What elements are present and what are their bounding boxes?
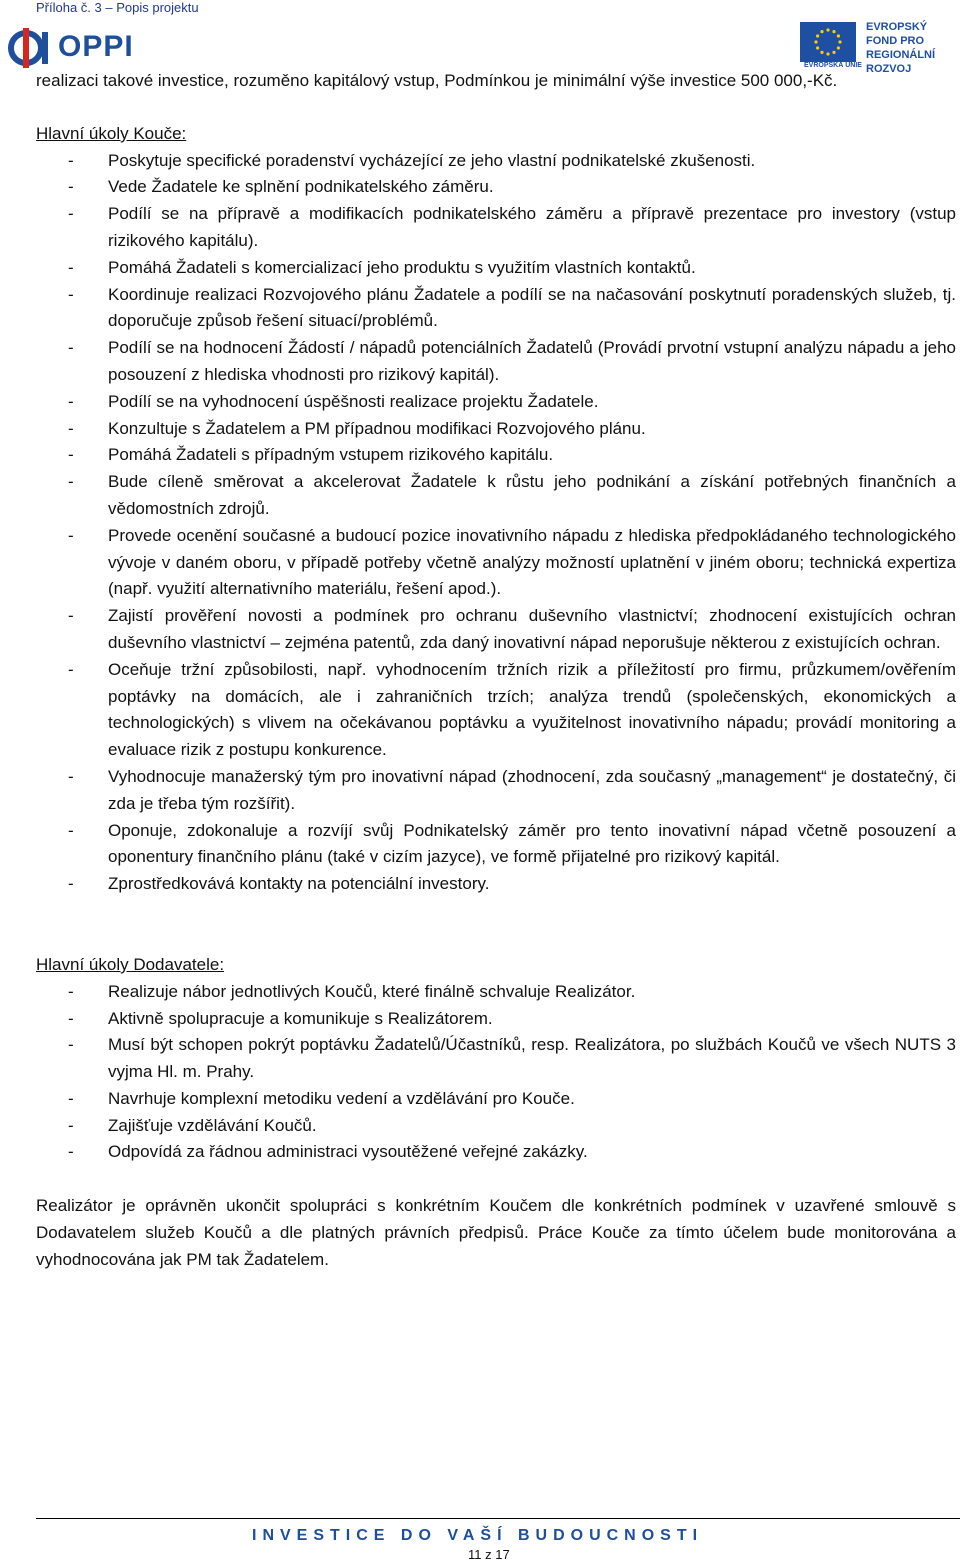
supplier-heading: Hlavní úkoly Dodavatele: (36, 954, 225, 974)
list-item: - Podílí se na vyhodnocení úspěšnosti realizace projektu Žadatele. (36, 389, 956, 416)
list-item: - Podílí se na přípravě a modifikacích podnikatelského záměru a přípravě prezentace pro investory (vstup rizikového kapitálu). (36, 201, 956, 255)
list-item: - Zajišťuje vzdělávání Koučů. (36, 1113, 956, 1140)
list-item: - Zajistí prověření novosti a podmínek pro ochranu duševního vlastnictví; zhodnocení existujících ochran duševního vlastnictví – zejména patentů, zda daný inovativní nápad neporušuje některou z existujících ochran. (36, 603, 956, 657)
eu-star (837, 34, 840, 37)
list-item: - Musí být schopen pokrýt poptávku Žadatelů/Účastníků, resp. Realizátora, po službách Koučů ve všech NUTS 3 vyjma Hl. m. Prahy. (36, 1032, 956, 1086)
list-item: - Provede ocenění současné a budoucí pozice inovativního nápadu z hlediska předpokládaného technologického vývoje v daném oboru, v případě potřeby včetně analýzy možností uplatnění v jiném oboru; technická expertiza (např. využití alternativního materiálu, řešení apod.). (36, 523, 956, 603)
list-item: - Oceňuje tržní způsobilosti, např. vyhodnocením tržních rizik a příležitostí pro firmu, průzkumem/ověřením poptávky na domácích, ale i zahraničních trzích; analýza trendů (společenských, ekonomických a technologických) s vlivem na očekávanou poptávku a využitelnost inovativního nápadu; provádí monitoring a evaluace rizik z postupu konkurence. (36, 657, 956, 764)
header-note: Příloha č. 3 – Popis projektu (36, 0, 199, 15)
eu-star (826, 28, 829, 31)
list-item: - Oponuje, zdokonaluje a rozvíjí svůj Podnikatelský záměr pro tento inovativní nápad včetně posouzení a oponentury finančního plánu (také v cizím jazyce), ve formě přijatelné pro rizikový kapitál. (36, 818, 956, 872)
closing-paragraph: Realizátor je oprávněn ukončit spolupráci s konkrétním Koučem dle konkrétních podmínek v uzavřené smlouvě s Dodavatelem služeb Koučů a dle platných právních předpisů. Práce Kouče za tímto účelem bude monitorována a vyhodnocována jak PM tak Žadatelem. (36, 1196, 956, 1269)
eu-star (820, 51, 823, 54)
eu-star (820, 30, 823, 33)
coach-task-list (36, 148, 956, 898)
list-item: - Pomáhá Žadateli s případným vstupem rizikového kapitálu. (36, 442, 956, 469)
list-item: - Koordinuje realizaci Rozvojového plánu Žadatele a podílí se na načasování poskytnutí poradenských služeb, tj. doporučuje způsob řešení situací/problémů. (36, 282, 956, 336)
list-item: - Aktivně spolupracuje a komunikuje s Realizátorem. (36, 1006, 956, 1033)
list-item: - Vede Žadatele ke splnění podnikatelského záměru. (36, 174, 956, 201)
list-item: - Odpovídá za řádnou administraci vysoutěžené veřejné zakázky. (36, 1139, 956, 1166)
list-item: - Pomáhá Žadateli s komercializací jeho produktu s využitím vlastních kontaktů. (36, 255, 956, 282)
list-item: - Navrhuje komplexní metodiku vedení a vzdělávání pro Kouče. (36, 1086, 956, 1113)
fund-name: EVROPSKÝ FOND PRO REGIONÁLNÍ ROZVOJ (866, 21, 936, 75)
eu-star (832, 51, 835, 54)
document-body (36, 68, 956, 1274)
eu-star (826, 52, 829, 55)
list-item: - Vyhodnocuje manažerský tým pro inovativní nápad (zhodnocení, zda současný „management“ je dostatečný, či zda je třeba tým rozšířit). (36, 764, 956, 818)
page-number: 11 z 17 (468, 1547, 510, 1562)
coach-heading: Hlavní úkoly Kouče: (36, 123, 187, 143)
intro-paragraph: realizaci takové investice, rozuměno kapitálový vstup, Podmínkou je minimální výše investice 500 000,-Kč. (36, 71, 838, 90)
footer-slogan: INVESTICE DO VAŠÍ BUDOUCNOSTI (252, 1527, 704, 1544)
list-item: - Podílí se na hodnocení Žádostí / nápadů potenciálních Žadatelů (Provádí prvotní vstupní analýzu nápadu a jeho posouzení z hlediska vhodnosti pro rizikový kapitál). (36, 335, 956, 389)
footer-divider (36, 1518, 960, 1519)
eu-star (837, 46, 840, 49)
eu-star (832, 30, 835, 33)
eu-flag-icon (800, 22, 856, 62)
supplier-task-list (36, 979, 956, 1167)
eu-star (816, 46, 819, 49)
list-item: - Zprostředkovává kontakty na potenciální investory. (36, 871, 956, 898)
list-item: - Bude cíleně směrovat a akcelerovat Žadatele k růstu jeho podnikání a získání potřebných finančních a vědomostních zdrojů. (36, 469, 956, 523)
eu-stars (800, 22, 856, 62)
eu-star (838, 40, 841, 43)
oppi-logo-text: OPPI (58, 30, 134, 63)
list-item: - Realizuje nábor jednotlivých Koučů, které finálně schvaluje Realizátor. (36, 979, 956, 1006)
list-item: - Konzultuje s Žadatelem a PM případnou modifikaci Rozvojového plánu. (36, 416, 956, 443)
eu-label: EVROPSKÁ UNIE (804, 62, 862, 69)
eu-star (816, 34, 819, 37)
eu-star (814, 40, 817, 43)
list-item: - Poskytuje specifické poradenství vycházející ze jeho vlastní podnikatelské zkušenosti. (36, 148, 956, 175)
